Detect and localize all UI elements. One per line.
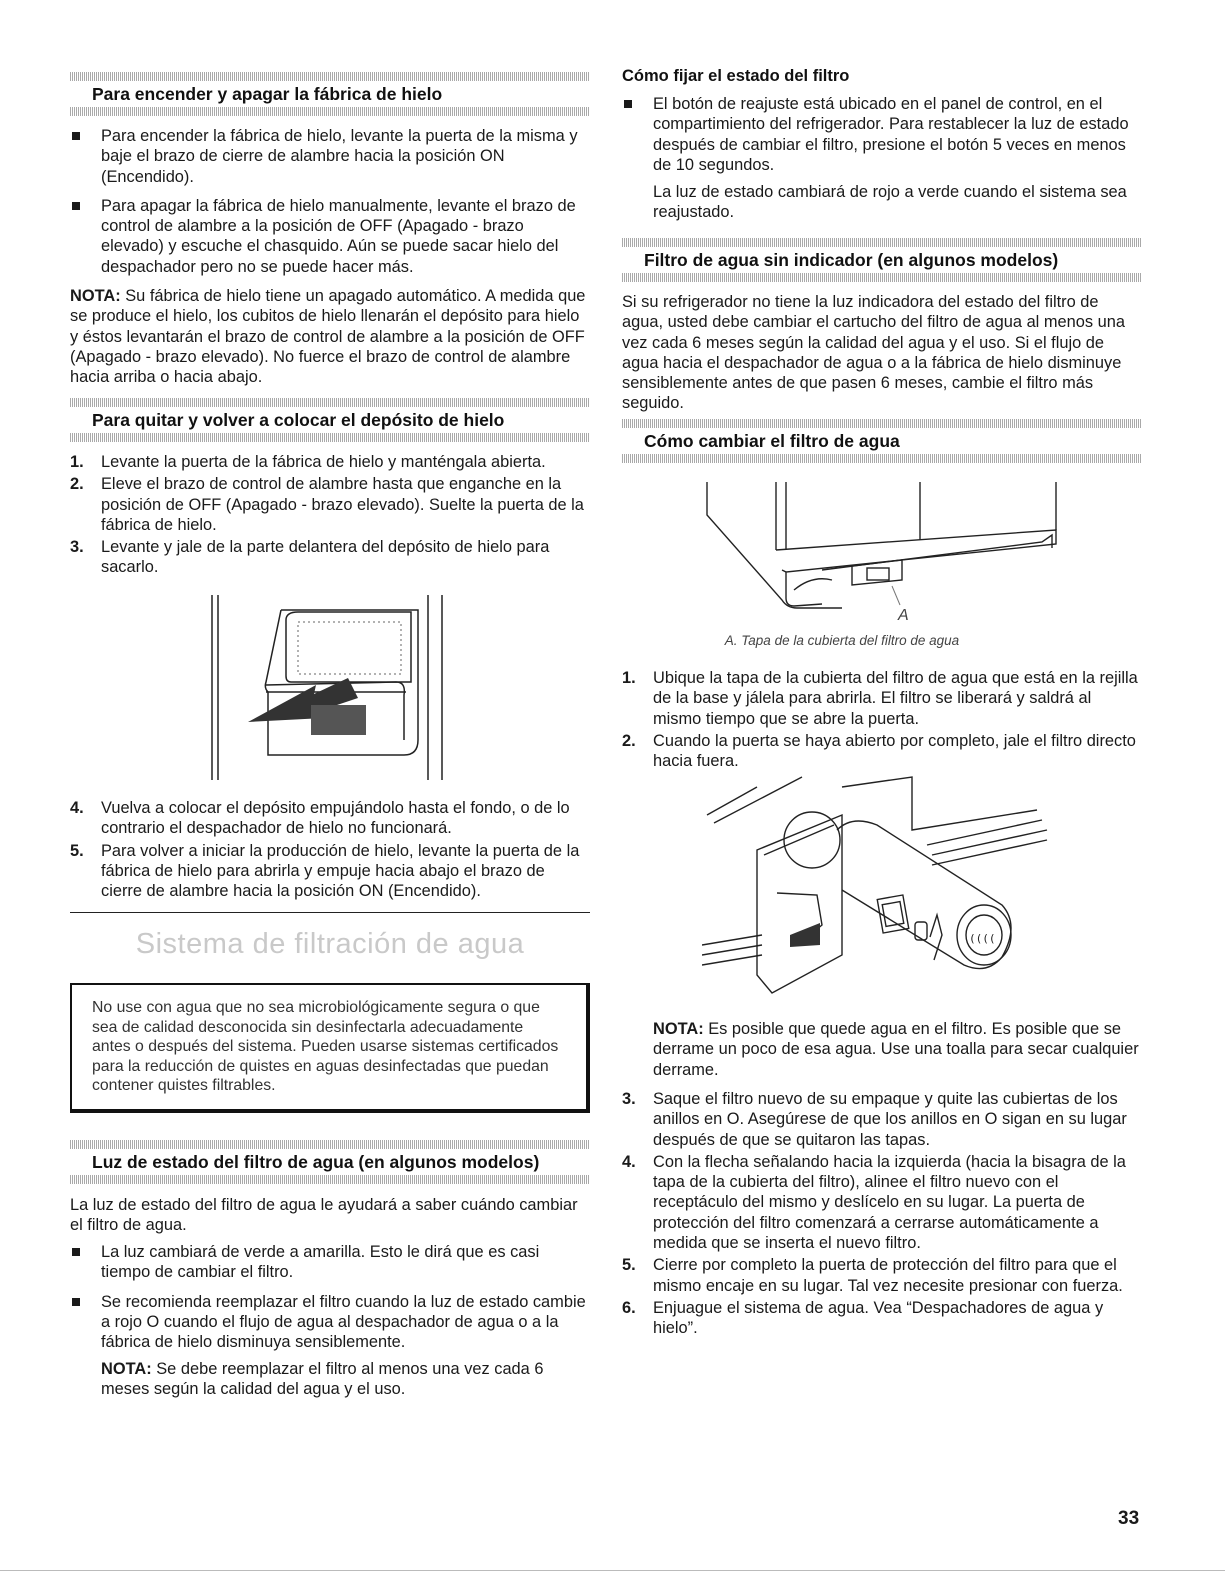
- section-change-filter: [622, 419, 1142, 463]
- list-item: Para apagar la fábrica de hielo manualmente, levante el brazo de control de alambre a la posición de OFF (Apagado - brazo elevado) y escuche el chasquido. Aún se puede sacar hielo del despachador pero no se puede hacer más.: [70, 196, 590, 277]
- section-title: Para encender y apagar la fábrica de hielo: [92, 84, 443, 104]
- bullet-square: [72, 1248, 80, 1256]
- header-band: [70, 398, 590, 407]
- arrow-mark: ((((: [969, 932, 996, 945]
- section-title: Filtro de agua sin indicador (en algunos modelos): [644, 250, 1059, 270]
- numbered-steps: [622, 1089, 1142, 1339]
- list-item: Se recomienda reemplazar el filtro cuando la luz de estado cambie a rojo O cuando el flujo de agua al despachador de agua o a la fábrica de hielo disminuya sensiblemente.: [70, 1292, 590, 1353]
- list-item: 6. Enjuague el sistema de agua. Vea “Despachadores de agua y hielo”.: [622, 1298, 1104, 1338]
- section-ice-bin: [70, 398, 590, 442]
- list-item: 5. Para volver a iniciar la producción de hielo, levante la puerta de la fábrica de hielo para abrirla y empuje hacia abajo el brazo de cierre de alambre hacia la posición ON (Encendido).: [70, 841, 580, 901]
- header-band: [70, 72, 590, 81]
- bullet-square: [72, 132, 80, 140]
- bullet-square: [624, 100, 632, 108]
- bullet-square: [72, 202, 80, 210]
- chapter-title: Sistema de filtración de agua: [135, 928, 525, 960]
- subsection-title: Cómo fijar el estado del filtro: [622, 67, 850, 85]
- warning-box: [70, 983, 590, 1113]
- list-item: El botón de reajuste está ubicado en el panel de control, en el compartimiento del refrigerador. Para restablecer la luz de estado después de cambiar el filtro, presione el botón 5 veces en menos de 10 segundos.: [622, 94, 1142, 175]
- warning-text: No use con agua que no sea microbiológicamente segura o que sea de calidad desconocida sin desinfectarla adecuadamente antes o después del sistema. Pueden usarse sistemas certificados para la reducción de quistes en aguas desinfectadas que puedan contener quistes filtrables.: [92, 999, 559, 1095]
- header-band: [70, 107, 590, 116]
- filter-removal-illustration: [702, 775, 1062, 1005]
- section-title: Cómo cambiar el filtro de agua: [644, 431, 900, 451]
- list-item: Para encender la fábrica de hielo, levante la puerta de la misma y baje el brazo de cierre de alambre hacia la posición ON (Encendido).: [70, 126, 590, 187]
- list-item: 1. Ubique la tapa de la cubierta del filtro de agua que está en la rejilla de la base y jálela para abrirla. El filtro se liberará y saldrá al mismo tiempo que se abre la puerta.: [622, 669, 1138, 728]
- list-item: 2. Cuando la puerta se haya abierto por completo, jale el filtro directo hacia fuera.: [622, 731, 1136, 771]
- header-band: [622, 238, 1142, 247]
- list-item: 4. Con la flecha señalando hacia la izquierda (hacia la bisagra de la tapa de la cubierta del filtro), alinee el filtro nuevo con el receptáculo del mismo y deslícelo en su lugar. La puerta de protección del filtro comenzará a cerrarse automáticamente a medida que se inserta el nuevo filtro.: [622, 1152, 1126, 1253]
- intro-paragraph: La luz de estado del filtro de agua le ayudará a saber cuándo cambiar el filtro de agua.: [70, 1196, 578, 1235]
- list-item: 4. Vuelva a colocar el depósito empujándolo hasta el fondo, o de lo contrario el despachador de hielo no funcionará.: [70, 799, 570, 838]
- list-item: 3. Saque el filtro nuevo de su empaque y quite las cubiertas de los anillos en O. Asegúrese de que los anillos en O sigan en su lugar después de que se quitaron las tapas.: [622, 1090, 1127, 1149]
- header-band: [622, 419, 1142, 428]
- section-title: Luz de estado del filtro de agua (en algunos modelos): [92, 1152, 540, 1172]
- bullet-square: [72, 1298, 80, 1306]
- filter-cover-illustration: [702, 480, 1062, 625]
- header-band: [622, 273, 1142, 282]
- note-paragraph: NOTA: Es posible que quede agua en el filtro. Es posible que se derrame un poco de esa agua. Use una toalla para secar cualquier derrame.: [653, 1020, 1139, 1079]
- list-item: 5. Cierre por completo la puerta de protección del filtro para que el mismo encaje en su lugar. Tal vez necesite presionar con fuerza.: [622, 1256, 1123, 1295]
- bullet-list: [70, 126, 590, 277]
- figure-caption: A. Tapa de la cubierta del filtro de agua: [724, 633, 960, 648]
- numbered-steps: [70, 452, 590, 578]
- header-band: [70, 1140, 590, 1149]
- header-band: [70, 1175, 590, 1184]
- paragraph: La luz de estado cambiará de rojo a verde cuando el sistema sea reajustado.: [653, 183, 1127, 222]
- note-paragraph: NOTA: Su fábrica de hielo tiene un apagado automático. A medida que se produce el hielo, los cubitos de hielo llenarán el depósito para hielo y éstos levantarán el brazo de control de alambre a la posición de OFF (Apagado - brazo elevado). No fuerce el brazo de control de alambre hacia arriba o hacia abajo.: [70, 287, 586, 387]
- figure-label: A: [898, 607, 909, 624]
- numbered-steps: [622, 668, 1142, 771]
- list-item: 2. Eleve el brazo de control de alambre hasta que enganche en la posición de OFF (Apagado - brazo elevado). Suelte la puerta de la fábrica de hielo.: [70, 475, 584, 534]
- ice-bin-illustration: [206, 590, 456, 785]
- list-item: 3. Levante y jale de la parte delantera del depósito de hielo para sacarlo.: [70, 538, 550, 577]
- note-paragraph: NOTA: Se debe reemplazar el filtro al menos una vez cada 6 meses según la calidad del agua y el uso.: [101, 1360, 544, 1399]
- bottom-rule: [0, 1570, 1225, 1571]
- bullet-list: [622, 94, 1142, 175]
- numbered-steps: [70, 798, 590, 901]
- section-filter-status: [70, 1140, 590, 1184]
- section-ice-maker-onoff: [70, 72, 590, 116]
- bullet-list: [70, 1242, 590, 1352]
- list-item: 1. Levante la puerta de la fábrica de hielo y manténgala abierta.: [70, 453, 546, 471]
- section-title: Para quitar y volver a colocar el depósito de hielo: [92, 410, 505, 430]
- header-band: [622, 454, 1142, 463]
- page-number: 33: [1118, 1508, 1140, 1529]
- list-item: La luz cambiará de verde a amarilla. Esto le dirá que es casi tiempo de cambiar el filtro.: [70, 1242, 590, 1283]
- divider: [70, 912, 590, 913]
- section-no-indicator: [622, 238, 1142, 282]
- paragraph: Si su refrigerador no tiene la luz indicadora del estado del filtro de agua, usted debe cambiar el cartucho del filtro de agua al menos una vez cada 6 meses según la calidad del agua y el uso. Si el flujo de agua hacia el despachador de agua o a la fábrica de hielo disminuye sensiblemente antes de que pasen 6 meses, cambie el filtro más seguido.: [622, 293, 1125, 413]
- header-band: [70, 433, 590, 442]
